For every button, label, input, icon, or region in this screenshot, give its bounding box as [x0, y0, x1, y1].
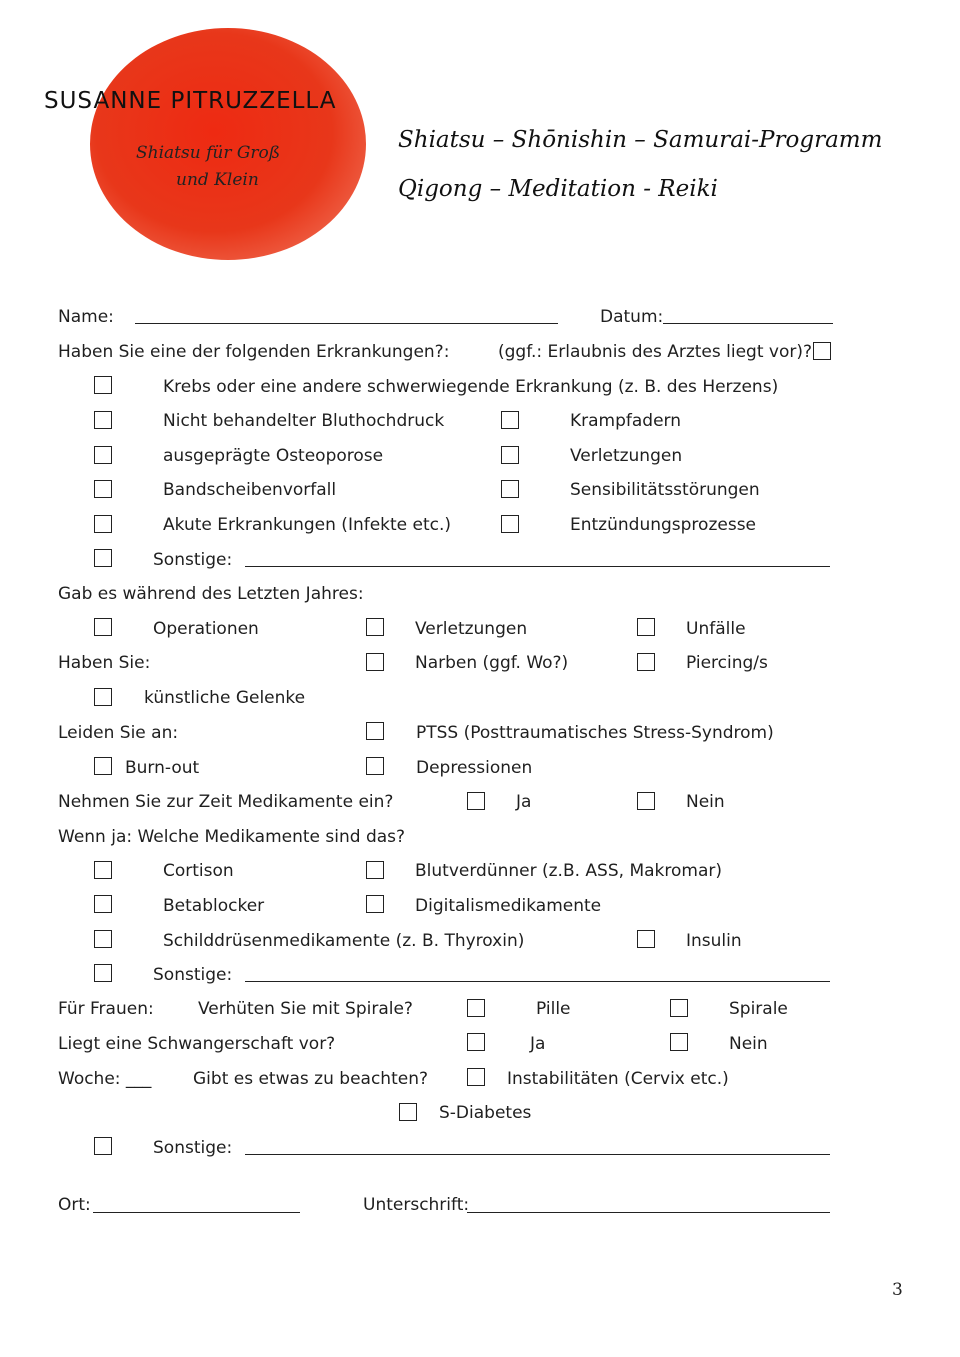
- meds-no-checkbox[interactable]: [637, 792, 655, 810]
- page-number: 3: [892, 1280, 903, 1300]
- women-other-label: Sonstige:: [153, 1138, 233, 1158]
- hypertension-checkbox[interactable]: [94, 411, 112, 429]
- scars-label: Narben (ggf. Wo?): [415, 653, 569, 673]
- cortison-label: Cortison: [163, 861, 234, 881]
- pregnancy-question: Liegt eine Schwangerschaft vor?: [58, 1034, 336, 1054]
- osteoporosis-label: ausgeprägte Osteoporose: [163, 446, 384, 466]
- logo-tagline-line2: und Klein: [176, 170, 259, 190]
- cancer-checkbox[interactable]: [94, 376, 112, 394]
- datum-field[interactable]: [663, 323, 833, 324]
- services-line2: Qigong – Meditation - Reiki: [398, 176, 718, 202]
- signature-field[interactable]: [467, 1212, 830, 1213]
- sensory-label: Sensibilitätsstörungen: [570, 480, 760, 500]
- which-meds-question: Wenn ja: Welche Medikamente sind das?: [58, 827, 406, 847]
- accidents-label: Unfälle: [686, 619, 746, 639]
- piercings-label: Piercing/s: [686, 653, 768, 673]
- scars-checkbox[interactable]: [366, 653, 384, 671]
- piercings-checkbox[interactable]: [637, 653, 655, 671]
- pregnancy-yes-checkbox[interactable]: [467, 1033, 485, 1051]
- meds-yes-checkbox[interactable]: [467, 792, 485, 810]
- hypertension-label: Nicht behandelter Bluthochdruck: [163, 411, 445, 431]
- injuries-label: Verletzungen: [570, 446, 683, 466]
- betablocker-checkbox[interactable]: [94, 895, 112, 913]
- meds-yes-label: Ja: [516, 792, 532, 812]
- osteoporosis-checkbox[interactable]: [94, 446, 112, 464]
- instability-label: Instabilitäten (Cervix etc.): [507, 1069, 729, 1089]
- women-label: Für Frauen:: [58, 999, 154, 1019]
- coil-label: Spirale: [729, 999, 788, 1019]
- signature-label: Unterschrift:: [363, 1195, 470, 1215]
- notice-question: Gibt es etwas zu beachten?: [193, 1069, 428, 1089]
- instability-checkbox[interactable]: [467, 1068, 485, 1086]
- burnout-checkbox[interactable]: [94, 757, 112, 775]
- digitalis-label: Digitalismedikamente: [415, 896, 602, 916]
- last-year-question: Gab es während des Letzten Jahres:: [58, 584, 364, 604]
- illness-other-label: Sonstige:: [153, 550, 233, 570]
- operations-checkbox[interactable]: [94, 618, 112, 636]
- disc-label: Bandscheibenvorfall: [163, 480, 337, 500]
- depression-label: Depressionen: [416, 758, 533, 778]
- illness-question: Haben Sie eine der folgenden Erkrankungen?:: [58, 342, 450, 362]
- inflammation-checkbox[interactable]: [501, 515, 519, 533]
- doctor-permission-label: (ggf.: Erlaubnis des Arztes liegt vor)?: [498, 342, 813, 362]
- pill-checkbox[interactable]: [467, 999, 485, 1017]
- meds-question: Nehmen Sie zur Zeit Medikamente ein?: [58, 792, 394, 812]
- thyroid-label: Schilddrüsenmedikamente (z. B. Thyroxin): [163, 931, 525, 951]
- joints-checkbox[interactable]: [94, 688, 112, 706]
- suffer-question: Leiden Sie an:: [58, 723, 179, 743]
- joints-label: künstliche Gelenke: [144, 688, 306, 708]
- ptss-label: PTSS (Posttraumatisches Stress-Syndrom): [416, 723, 774, 743]
- burnout-label: Burn-out: [125, 758, 200, 778]
- depression-checkbox[interactable]: [366, 757, 384, 775]
- cancer-label: Krebs oder eine andere schwerwiegende Erkrankung (z. B. des Herzens): [163, 377, 779, 397]
- acute-checkbox[interactable]: [94, 515, 112, 533]
- illness-other-field[interactable]: [245, 566, 830, 567]
- varicose-checkbox[interactable]: [501, 411, 519, 429]
- contraception-question: Verhüten Sie mit Spirale?: [198, 999, 413, 1019]
- ly-injuries-label: Verletzungen: [415, 619, 528, 639]
- betablocker-label: Betablocker: [163, 896, 265, 916]
- acute-label: Akute Erkrankungen (Infekte etc.): [163, 515, 452, 535]
- pregnancy-no-checkbox[interactable]: [670, 1033, 688, 1051]
- pregnancy-yes-label: Ja: [530, 1034, 546, 1054]
- accidents-checkbox[interactable]: [637, 618, 655, 636]
- s-diabetes-checkbox[interactable]: [399, 1103, 417, 1121]
- women-other-checkbox[interactable]: [94, 1137, 112, 1155]
- blood-thinner-label: Blutverdünner (z.B. ASS, Makromar): [415, 861, 722, 881]
- name-field[interactable]: [135, 323, 558, 324]
- ly-injuries-checkbox[interactable]: [366, 618, 384, 636]
- sensory-checkbox[interactable]: [501, 480, 519, 498]
- place-field[interactable]: [93, 1212, 300, 1213]
- pill-label: Pille: [536, 999, 571, 1019]
- inflammation-label: Entzündungsprozesse: [570, 515, 757, 535]
- datum-label: Datum:: [600, 307, 664, 327]
- logo-tagline-line1: Shiatsu für Groß: [136, 143, 281, 163]
- disc-checkbox[interactable]: [94, 480, 112, 498]
- blood-thinner-checkbox[interactable]: [366, 861, 384, 879]
- s-diabetes-label: S-Diabetes: [439, 1103, 532, 1123]
- place-label: Ort:: [58, 1195, 91, 1215]
- meds-other-label: Sonstige:: [153, 965, 233, 985]
- week-field[interactable]: Woche: ___: [58, 1069, 152, 1089]
- coil-checkbox[interactable]: [670, 999, 688, 1017]
- operations-label: Operationen: [153, 619, 259, 639]
- services-line1: Shiatsu – Shōnishin – Samurai-Programm: [398, 127, 883, 153]
- meds-no-label: Nein: [686, 792, 725, 812]
- pregnancy-no-label: Nein: [729, 1034, 768, 1054]
- name-label: Name:: [58, 307, 114, 327]
- have-question: Haben Sie:: [58, 653, 151, 673]
- digitalis-checkbox[interactable]: [366, 895, 384, 913]
- meds-other-checkbox[interactable]: [94, 964, 112, 982]
- thyroid-checkbox[interactable]: [94, 930, 112, 948]
- doctor-permission-checkbox[interactable]: [813, 342, 831, 360]
- ptss-checkbox[interactable]: [366, 722, 384, 740]
- brand-name: SUSANNE PITRUZZELLA: [44, 88, 337, 114]
- insulin-label: Insulin: [686, 931, 742, 951]
- illness-other-checkbox[interactable]: [94, 549, 112, 567]
- insulin-checkbox[interactable]: [637, 930, 655, 948]
- varicose-label: Krampfadern: [570, 411, 682, 431]
- injuries-checkbox[interactable]: [501, 446, 519, 464]
- women-other-field[interactable]: [245, 1154, 830, 1155]
- cortison-checkbox[interactable]: [94, 861, 112, 879]
- meds-other-field[interactable]: [245, 981, 830, 982]
